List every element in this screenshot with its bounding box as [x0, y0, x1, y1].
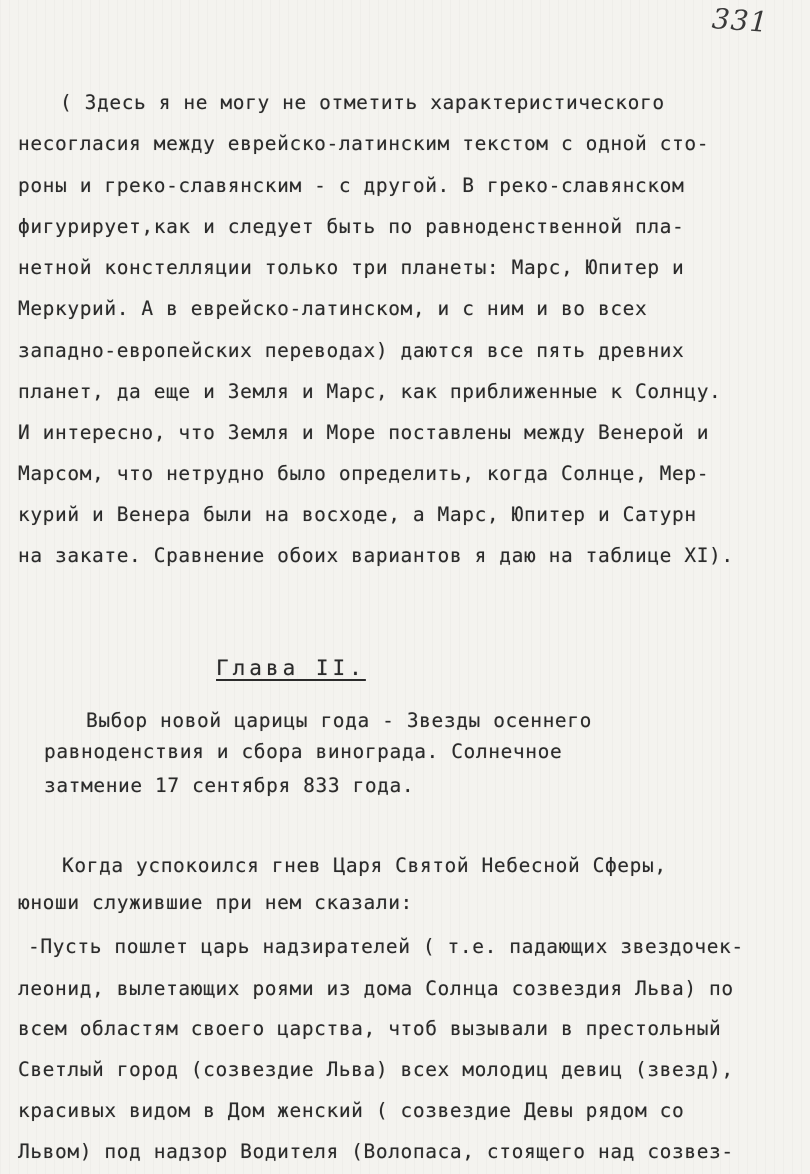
text-line: леонид, вылетающих роями из дома Солнца созвездия Льва) по [18, 977, 734, 1000]
text-line: Когда успокоился гнев Царя Святой Небесной Сферы, [62, 854, 667, 877]
text-line: фигурирует,как и следует быть по равноденственной пла- [18, 215, 685, 238]
text-line: -Пусть пошлет царь надзирателей ( т.е. падающих звездочек- [28, 935, 744, 958]
text-line: Светлый город (созвездие Льва) всех молодиц девиц (звезд), [18, 1058, 734, 1081]
text-line: курий и Венера были на восходе, а Марс, Юпитер и Сатурн [18, 503, 697, 526]
text-line: равноденствия и сбора винограда. Солнечное [44, 740, 563, 763]
text-line: западно-европейских переводах) даются все пять древних [18, 339, 685, 362]
text-line: всем областям своего царства, чтоб вызывали в престольный [18, 1017, 722, 1040]
text-line: И интересно, что Земля и Море поставлены между Венерой и [18, 421, 710, 444]
text-line: роны и греко-славянским - с другой. В греко-славянском [18, 174, 685, 197]
text-line: на закате. Сравнение обоих вариантов я даю на таблице XI). [18, 544, 734, 567]
text-line: планет, да еще и Земля и Марс, как приближенные к Солнцу. [18, 380, 722, 403]
text-line: юноши служившие при нем сказали: [18, 891, 413, 914]
text-line: красивых видом в Дом женский ( созвездие Девы рядом со [18, 1099, 685, 1122]
text-line: затмение 17 сентября 833 года. [44, 774, 415, 797]
text-line: ( Здесь я не могу не отметить характеристического [60, 91, 665, 114]
text-line: Марсом, что нетрудно было определить, когда Солнце, Мер- [18, 462, 710, 485]
text-line: Львом) под надзор Водителя (Волопаса, стоящего над созвез- [18, 1140, 734, 1163]
text-line: Меркурий. А в еврейско-латинском, и с ним и во всех [18, 297, 648, 320]
page-number: 331 [710, 2, 770, 39]
chapter-heading: Глава II. [216, 656, 366, 680]
text-line: Выбор новой царицы года - Звезды осеннего [86, 709, 592, 732]
text-line: нетной констелляции только три планеты: Марс, Юпитер и [18, 256, 685, 279]
text-line: несогласия между еврейско-латинским текстом с одной сто- [18, 132, 710, 155]
